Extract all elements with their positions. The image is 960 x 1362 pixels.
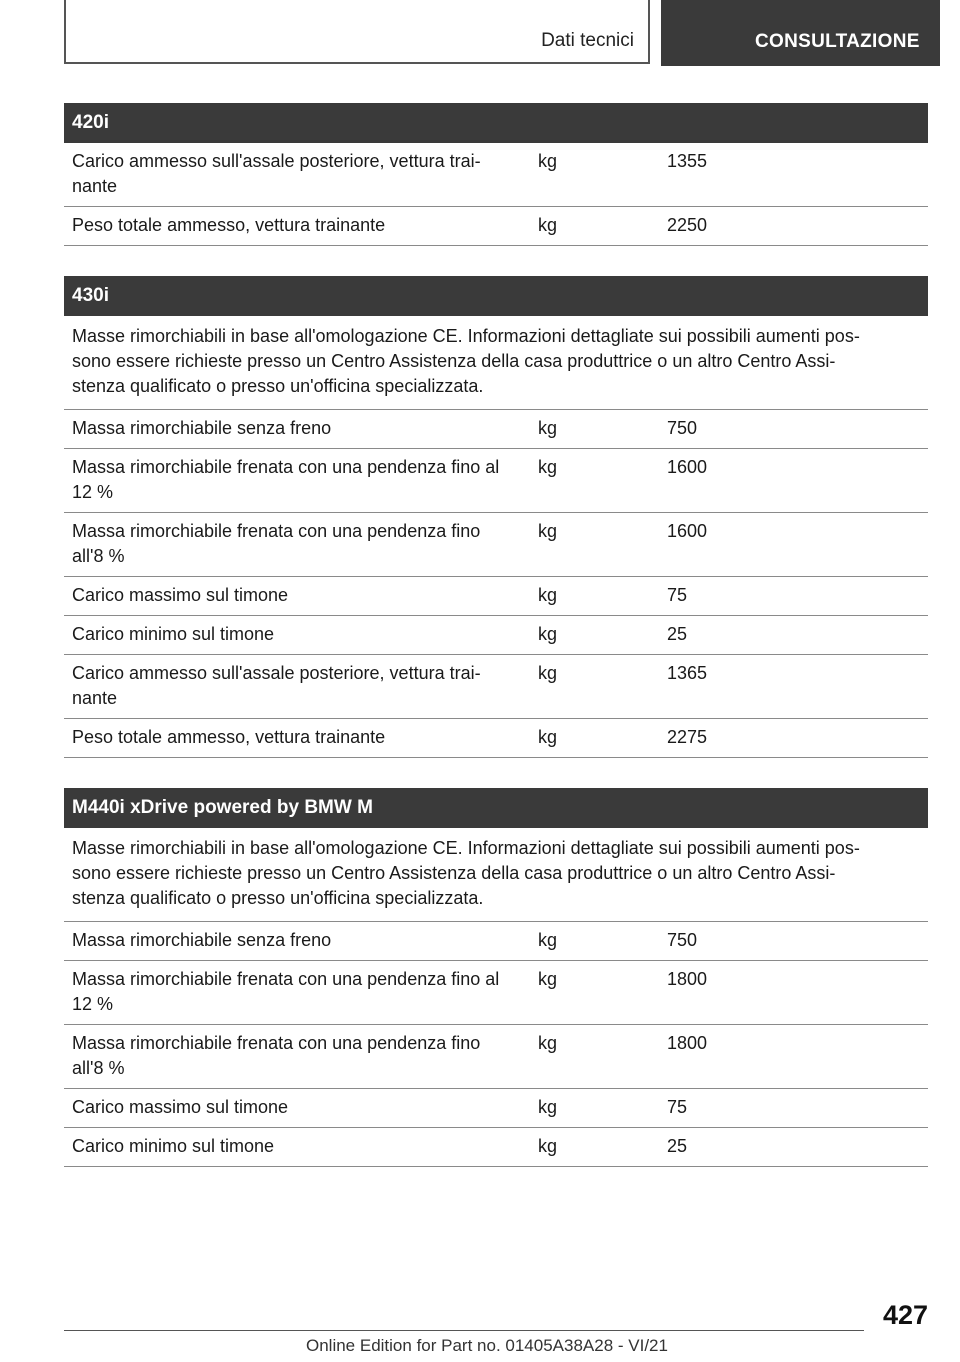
spec-unit: kg <box>538 727 558 747</box>
table-row <box>64 1089 928 1128</box>
spec-label: Massa rimorchiabile senza freno <box>72 418 332 438</box>
page-number: 427 <box>882 1300 928 1330</box>
section-heading: 430i <box>64 276 928 316</box>
spec-label: Carico minimo sul timone <box>72 1136 275 1156</box>
section-title: Dati tecnici <box>541 30 634 51</box>
spec-label: Carico massimo sul timone <box>72 585 289 605</box>
spec-unit: kg <box>538 1136 558 1156</box>
spec-unit: kg <box>538 1033 558 1053</box>
table-row <box>64 961 928 1025</box>
spec-value: 1355 <box>667 151 708 171</box>
footer-divider <box>64 1330 864 1331</box>
spec-label: Peso totale ammesso, vettura trainante <box>72 727 386 747</box>
spec-label: Massa rimorchiabile frenata con una pendenza fino all'8 % <box>72 521 481 566</box>
technical-data-content <box>64 103 928 1197</box>
spec-label: Carico massimo sul timone <box>72 1097 289 1117</box>
spec-unit: kg <box>538 624 558 644</box>
spec-value: 2275 <box>667 727 708 747</box>
table-row <box>64 1128 928 1167</box>
table-row <box>64 655 928 719</box>
spec-unit: kg <box>538 418 558 438</box>
spec-unit: kg <box>538 215 558 235</box>
spec-unit: kg <box>538 969 558 989</box>
spec-value: 75 <box>667 1097 688 1117</box>
table-row <box>64 449 928 513</box>
spec-label: Peso totale ammesso, vettura trainante <box>72 215 386 235</box>
spec-value: 1800 <box>667 969 708 989</box>
spec-label: Massa rimorchiabile frenata con una pendenza fino all'8 % <box>72 1033 481 1078</box>
spec-value: 75 <box>667 585 688 605</box>
spec-label: Carico ammesso sull'assale posteriore, vettura trai- nante <box>72 663 481 708</box>
table-row <box>64 616 928 655</box>
page-header <box>0 0 960 66</box>
spec-label: Massa rimorchiabile senza freno <box>72 930 332 950</box>
spec-unit: kg <box>538 151 558 171</box>
section-heading: 420i <box>64 103 928 143</box>
spec-value: 2250 <box>667 215 708 235</box>
spec-value: 25 <box>667 1136 688 1156</box>
section-tab[interactable] <box>64 0 650 64</box>
edition-note: Online Edition for Part no. 01405A38A28 - VI/21 <box>306 1336 668 1355</box>
chapter-title: CONSULTAZIONE <box>755 31 920 52</box>
spec-unit: kg <box>538 930 558 950</box>
table-row <box>64 410 928 449</box>
spec-unit: kg <box>538 1097 558 1117</box>
spec-value: 1800 <box>667 1033 708 1053</box>
spec-unit: kg <box>538 585 558 605</box>
spec-value: 25 <box>667 624 688 644</box>
table-row <box>64 922 928 961</box>
spec-value: 1365 <box>667 663 708 683</box>
spec-value: 1600 <box>667 457 708 477</box>
spec-value: 750 <box>667 930 698 950</box>
chapter-tab[interactable] <box>661 0 940 66</box>
spec-unit: kg <box>538 521 558 541</box>
table-row <box>64 513 928 577</box>
table-row <box>64 719 928 758</box>
spec-section <box>64 788 928 1167</box>
section-heading: M440i xDrive powered by BMW M <box>64 788 928 828</box>
spec-label: Massa rimorchiabile frenata con una pendenza fino al 12 % <box>72 457 500 502</box>
table-row <box>64 1025 928 1089</box>
spec-value: 750 <box>667 418 698 438</box>
spec-label: Carico minimo sul timone <box>72 624 275 644</box>
table-row <box>64 207 928 246</box>
section-note: Masse rimorchiabili in base all'omologazione CE. Informazioni dettagliate sui possibili aumenti pos- sono essere richieste presso un Centro Assistenza della casa produttrice o un altro Centro Assi- stenza qualificato o presso un'officina specializzata. <box>64 828 928 922</box>
spec-section <box>64 103 928 246</box>
spec-unit: kg <box>538 663 558 683</box>
section-note: Masse rimorchiabili in base all'omologazione CE. Informazioni dettagliate sui possibili aumenti pos- sono essere richieste presso un Centro Assistenza della casa produttrice o un altro Centro Assi- stenza qualificato o presso un'officina specializzata. <box>64 316 928 410</box>
spec-unit: kg <box>538 457 558 477</box>
spec-value: 1600 <box>667 521 708 541</box>
table-row <box>64 143 928 207</box>
spec-section <box>64 276 928 758</box>
table-row <box>64 577 928 616</box>
spec-label: Carico ammesso sull'assale posteriore, vettura trai- nante <box>72 151 481 196</box>
spec-label: Massa rimorchiabile frenata con una pendenza fino al 12 % <box>72 969 500 1014</box>
